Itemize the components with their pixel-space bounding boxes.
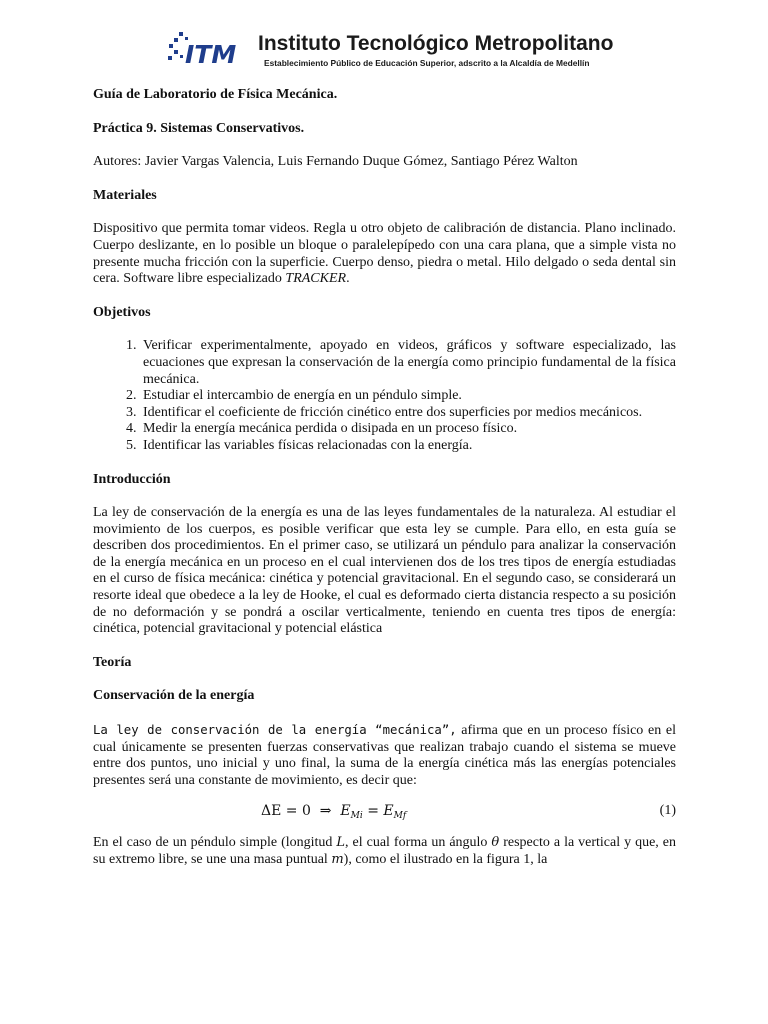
objectives-heading: Objetivos [93, 304, 151, 320]
institution-name: Instituto Tecnológico Metropolitano [258, 32, 614, 55]
introduction-heading: Introducción [93, 471, 171, 487]
conservation-text: La ley de conservación de la energía “mecánica”, afirma que en un proceso físico en el cual únicamente se presenten fuerzas conservativas que realizan trabajo cuando el sistema se mueve entre dos puntos, uno inicial y uno final, la suma de la energía cinética más las energías potenciales presentes será una constante de movimiento, es decir que: [93, 723, 676, 788]
practice-title: Práctica 9. Sistemas Conservativos. [93, 120, 305, 136]
institution-subtitle: Establecimiento Público de Educación Superior, adscrito a la Alcaldía de Medellín [264, 58, 590, 68]
tracker-software: TRACKER [285, 271, 347, 287]
conservation-heading: Conservación de la energía [93, 688, 255, 704]
page-header [165, 28, 615, 76]
objective-item: 1. Verificar experimentalmente, apoyado en videos, gráficos y software especializado, las ecuaciones que expresan la conservación de la energía como principio fundamental de la física mecánica. [140, 338, 676, 388]
materials-text: Dispositivo que permita tomar videos. Regla u otro objeto de calibración de distancia. Plano inclinado. Cuerpo deslizante, en lo posible un bloque o paralelepípedo con una cara plana, que a simple vista no presente mucha fricción con la superficie. Cuerpo denso, piedra o metal. Hilo delgado o seda dental sin cera. Software libre especializado TRACKER. [93, 221, 676, 287]
document-body [93, 87, 676, 869]
equation-1 [93, 801, 676, 821]
objective-item: 2. Estudiar el intercambio de energía en un péndulo simple. [140, 388, 676, 405]
objectives-list [93, 338, 676, 454]
authors: Autores: Javier Vargas Valencia, Luis Fernando Duque Gómez, Santiago Pérez Walton [93, 154, 578, 170]
materials-heading: Materiales [93, 187, 157, 203]
pendulum-text: En el caso de un péndulo simple (longitud L, el cual forma un ángulo θ respecto a la vertical y que, en su extremo libre, se une una masa puntual m), como el ilustrado en la figura 1, la [93, 835, 677, 867]
objective-item: 5. Identificar las variables físicas relacionadas con la energía. [140, 438, 676, 455]
objective-item: 4. Medir la energía mecánica perdida o disipada en un proceso físico. [140, 421, 676, 438]
theory-heading: Teoría [93, 654, 132, 670]
equation-number: (1) [659, 803, 676, 819]
introduction-text: La ley de conservación de la energía es una de las leyes fundamentales de la naturaleza. Al estudiar el movimiento de los cuerpos, es posible verificar que esta ley se cumple. Para ello, en esta guía se describen dos procedimientos. En el primer caso, se utilizará un péndulo para analizar la conservación de la energía mecánica en un proceso en el cual intervienen dos de los tres tipos de energía estudiadas en el curso de física mecánica: cinética y potencial gravitacional. En el segundo caso, se considerará un resorte ideal que obedece a la ley de Hooke, el cual es deformado cierta distancia respecto a su posición de no deformación y se pondrá a oscilar verticalmente, teniendo en cuenta tres tipos de energía: cinética, potencial gravitacional y potencial elástica [93, 505, 676, 637]
logo-text: ITM [185, 40, 237, 69]
guide-title: Guía de Laboratorio de Física Mecánica. [93, 87, 338, 102]
objective-item: 3. Identificar el coeficiente de fricción cinético entre dos superficies por medios mecánicos. [140, 405, 676, 422]
equation-body: ΔE = 0 ⇒ $E_{Mi} = E_{Mf}$ [261, 803, 407, 822]
itm-logo [165, 28, 251, 72]
